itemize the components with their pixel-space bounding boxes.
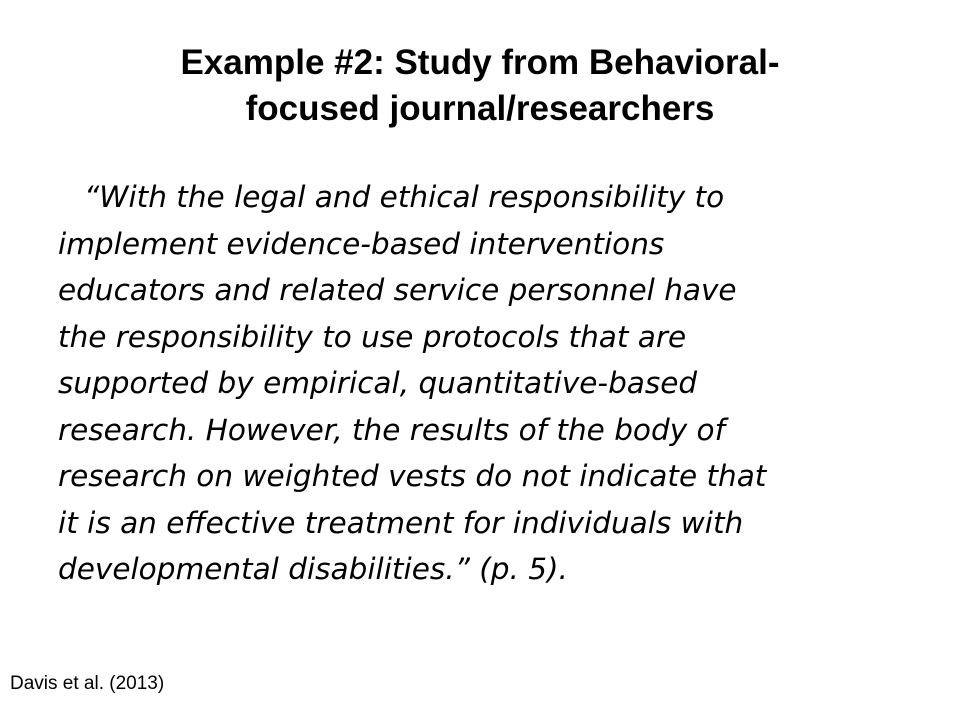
quote-line: it is an effective treatment for individuals with [58, 505, 744, 540]
quote-line: “With the legal and ethical responsibility to [84, 180, 725, 214]
quote-line: educators and related service personnel have [58, 273, 737, 307]
slide-title-line-2: focused journal/researchers [245, 89, 715, 128]
quote-line: research on weighted vests do not indicate that [58, 459, 767, 493]
quote-block [58, 174, 898, 593]
quote-line: research. However, the results of the body of [58, 412, 725, 447]
slide-title [80, 40, 880, 132]
quote-line: supported by empirical, quantitative-based [58, 366, 698, 400]
slide-title-line-1: Example #2: Study from Behavioral- [180, 43, 780, 82]
quote-line: developmental disabilities.” (p. 5). [58, 552, 568, 586]
citation: Davis et al. (2013) [10, 673, 165, 694]
quote-line: the responsibility to use protocols that are [58, 319, 687, 354]
quote-line: implement evidence-based interventions [58, 226, 665, 261]
